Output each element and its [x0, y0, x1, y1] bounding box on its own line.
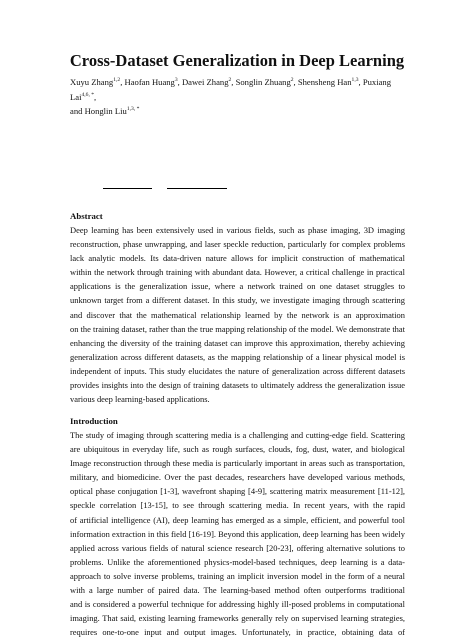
introduction-line: requires one-to-one input and output images. Unfortunately, in practice, obtaining data of: [70, 627, 405, 638]
introduction-line: The study of imaging through scattering media is a challenging and cutting-edge field. Scattering: [70, 430, 405, 440]
introduction-heading: Introduction: [70, 416, 118, 426]
abstract-line: enhancing the diversity of the training dataset can improve this approximation, thereby achieving: [70, 337, 405, 348]
author-name: Puxiang Lai: [70, 77, 392, 102]
introduction-line: of artificial intelligence (AI), deep learning has emerged as a simple, efficient, and powerful tool: [70, 514, 405, 525]
introduction-line: with a large number of paired data. The learning-based method often outperforms traditional: [70, 585, 405, 596]
introduction-line: optical phase conjugation [1-3], wavefront shaping [4-9], scattering matrix measurement [11-12],: [70, 486, 405, 497]
abstract-line: applications is the generalization issue, where a network trained on one dataset struggles to: [70, 281, 405, 292]
introduction-line: approach to solve inverse problems, training an implicit inversion model in the form of a neural: [70, 570, 405, 581]
abstract-line: Deep learning has been extensively used in various fields, such as phase imaging, 3D imaging: [70, 225, 405, 235]
abstract-line: provides insights into the design of training datasets to ultimately address the generalization issue: [70, 380, 405, 391]
abstract-line: within the network through training with abundant data. However, a critical challenge in practical: [70, 267, 405, 278]
introduction-line: speckle correlation [13-15], to see through scattering media. In recent years, with the rapid: [70, 500, 405, 511]
signature-line: [167, 188, 227, 189]
abstract-line: lack analytic models. Its data-driven nature allows for implicit construction of mathematical: [70, 253, 405, 264]
abstract-line: and discover that the mathematical relationship learned by the network is an approximation: [70, 309, 405, 320]
introduction-line: imaging. That said, existing learning frameworks generally rely on supervised learning strategies,: [70, 613, 405, 624]
author-affiliation: 2: [290, 77, 294, 84]
author-affiliation: 1,3: [351, 77, 359, 84]
author-name: Xuyu Zhang: [70, 77, 114, 87]
author-affiliation: 1,2: [113, 77, 121, 84]
abstract-line: independent of inputs. This study elucidates the nature of generalization across different datasets: [70, 365, 405, 376]
introduction-line: and is considered a powerful technique for addressing highly ill-posed problems in computational: [70, 599, 405, 610]
abstract-line: on the training dataset, rather than the true mapping relationship of the model. We demonstrate that: [70, 323, 405, 334]
introduction-line: military, and biomedicine. Over the past decades, researchers have developed various methods,: [70, 472, 405, 483]
author-name: Haofan Huang: [124, 77, 175, 87]
introduction-body: [70, 428, 405, 639]
abstract-heading: Abstract: [70, 211, 103, 221]
paper-title: Cross-Dataset Generalization in Deep Learning: [69, 51, 405, 70]
author-name: Dawei Zhang: [181, 77, 229, 87]
author-affiliation: 2: [228, 77, 232, 84]
abstract-line: various deep learning-based applications.: [70, 394, 210, 405]
introduction-line: information extraction in this field [16-19]. Beyond this application, deep learning has been widely: [70, 528, 405, 539]
abstract-line: generalization across different datasets, as the mapping relationship of a linear physical model is: [70, 351, 405, 362]
introduction-line: are ubiquitous in everyday life, such as rough surfaces, clouds, fog, dust, water, and biological: [70, 444, 405, 455]
abstract-body: [70, 223, 405, 406]
author-name: Songlin Zhuang: [235, 77, 291, 87]
introduction-line: applied across various fields of natural science research [20-23], offering alternative solutions to: [70, 542, 405, 553]
author-affiliation: 1,3, *: [126, 106, 140, 113]
signature-line: [103, 188, 152, 189]
introduction-line: problems. Unlike the aforementioned physics-model-based techniques, deep learning is a data-: [70, 556, 405, 567]
author-affiliation: 3: [174, 77, 178, 84]
abstract-line: reconstruction, phase unwrapping, and laser speckle reduction, particularly for complex problems: [70, 239, 405, 250]
author-name: Honglin Liu: [84, 106, 127, 116]
introduction-line: Image reconstruction through these media is particularly important in areas such as transportation,: [70, 458, 405, 469]
author-name: Shensheng Han: [297, 77, 352, 87]
abstract-line: unknown target from a different dataset. In this study, we investigate imaging through scattering: [70, 295, 405, 306]
author-affiliation: 4,6, *: [81, 91, 95, 98]
author-list: Xuyu Zhang$^{1,2}$, Haofan Huang$^3$, Dawei Zhang$^2$, Songlin Zhuang$^2$, Shensheng Han$^{1,3}$, Puxiang Lai$^{4,6, *}$, and Honglin Liu$^{1,3, *}$: [70, 77, 392, 116]
